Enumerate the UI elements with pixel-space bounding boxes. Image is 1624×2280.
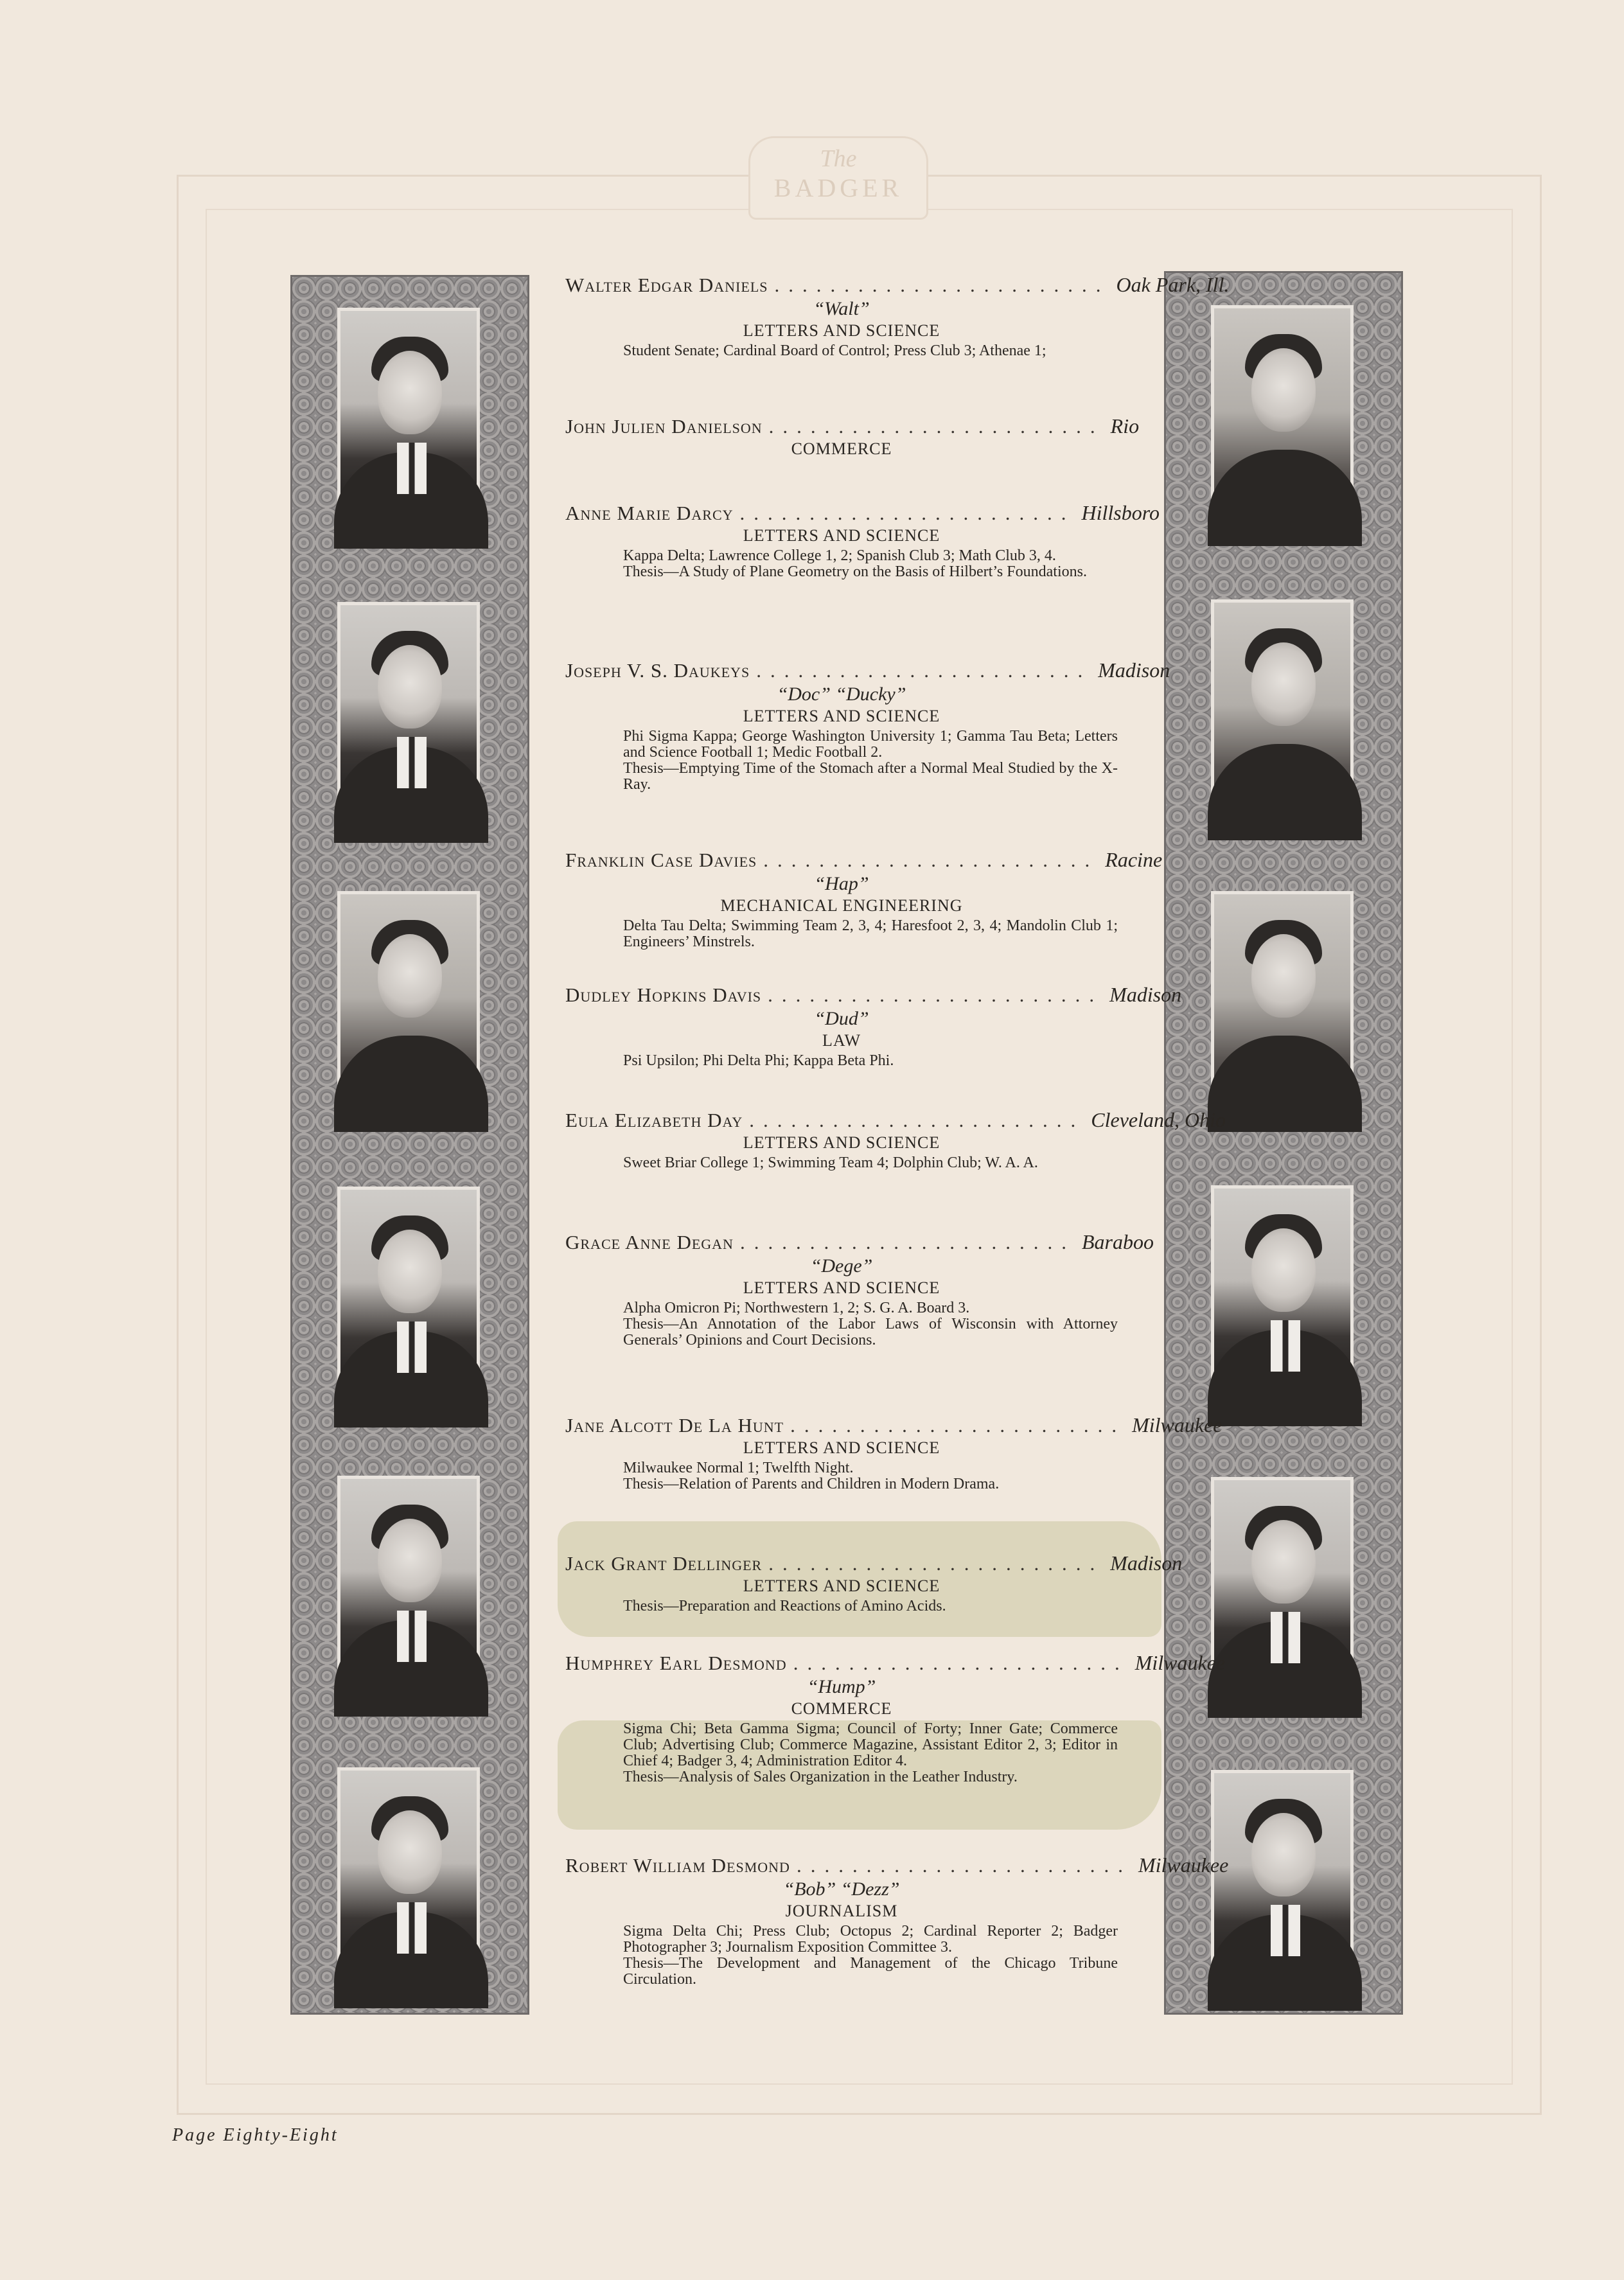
entry-details [623,729,1118,793]
entry-name: Anne Marie Darcy [565,502,734,524]
entry-details [623,1923,1118,1988]
entry-activities: Sigma Chi; Beta Gamma Sigma; Council of Forty; Inner Gate; Commerce Club; Advertising Club; Commerce Magazine, Assistant Editor 2, 3; Editor in Chief 4; Badger 3, 4; Administration Editor 4. [623,1720,1118,1769]
entry-hometown: Milwaukee [1134,1651,1226,1674]
portrait-photo [337,891,480,1103]
entry-details [623,1053,1118,1069]
entry-details [623,343,1118,359]
entry-hometown: Madison [1098,658,1170,682]
entry-thesis: Thesis—A Study of Plane Geometry on the Basis of Hilbert’s Foundations. [623,563,1087,580]
entry-thesis: Thesis—An Annotation of the Labor Laws of Wisconsin with Attorney Generals’ Opinions and Court Decisions. [623,1316,1118,1348]
entry: Franklin Case Davies ........................ Racine “Hap” MECHANICAL ENGINEERING Delta Tau Delta; Swimming Team 2, 3, 4; Haresfoot 2, 3, 4; Mandolin Club 1; Engineers’ Minstrels. [565,848,1163,950]
entry-details [623,1155,1118,1171]
entry: Jane Alcott De La Hunt ........................ Milwaukee LETTERS AND SCIENCE Milwaukee Normal 1; Twelfth Night. Thesis—Relation of Parents and Children in Modern Drama. [565,1413,1222,1492]
entry-thesis: Thesis—The Development and Management of the Chicago Tribune Circulation. [623,1955,1118,1988]
entry-thesis: Thesis—Relation of Parents and Children in Modern Drama. [623,1476,1000,1492]
right-portrait-column [1164,271,1403,2015]
entry-thesis: Thesis—Emptying Time of the Stomach after a Normal Meal Studied by the X-Ray. [623,760,1118,793]
portrait-photo [1211,1770,1354,1982]
entry-hometown: Cleveland, Ohio [1091,1108,1226,1131]
entry-hometown: Milwaukee [1132,1413,1222,1436]
entry-nickname: “Doc” “Ducky” [777,684,906,705]
entry-hometown: Oak Park, Ill. [1116,273,1230,296]
entry: Walter Edgar Daniels ........................ Oak Park, Ill. “Walt” LETTERS AND SCIENCE Student Senate; Cardinal Board of Control; Press Club 3; Athenae 1; [565,273,1230,359]
portrait-photo [1211,1477,1354,1689]
entry-hometown: Rio [1110,414,1140,437]
entry-name: John Julien Danielson [565,415,763,437]
entry-activities: Sweet Briar College 1; Swimming Team 4; Dolphin Club; W. A. A. [623,1154,1038,1171]
entry-activities: Student Senate; Cardinal Board of Control; Press Club 3; Athenae 1; [623,342,1046,359]
entry-nickname: “Hump” [807,1676,876,1697]
entry-activities: Delta Tau Delta; Swimming Team 2, 3, 4; Haresfoot 2, 3, 4; Mandolin Club 1; Engineers’ Minstrels. [623,917,1118,950]
entry-college: LETTERS AND SCIENCE [743,321,940,340]
entry-details [623,918,1118,950]
entry-name: Jack Grant Dellinger [565,1552,763,1575]
entry-hometown: Milwaukee [1138,1853,1229,1877]
entry-activities: Phi Sigma Kappa; George Washington University 1; Gamma Tau Beta; Letters and Science Football 1; Medic Football 2. [623,728,1118,761]
entry-hometown: Baraboo [1081,1230,1154,1253]
portrait-photo [1211,599,1354,811]
portrait-photo [337,308,480,520]
entry-details [623,1598,1118,1614]
entry-activities: Milwaukee Normal 1; Twelfth Night. [623,1460,854,1476]
entry-nickname: “Dege” [810,1255,873,1277]
entry-college: COMMERCE [791,439,892,458]
entry-name: Dudley Hopkins Davis [565,984,762,1006]
crest-script: The [820,145,857,172]
entry-activities: Sigma Delta Chi; Press Club; Octopus 2; Cardinal Reporter 2; Badger Photographer 3; Journalism Exposition Committee 3. [623,1923,1118,1956]
entry: John Julien Danielson ........................ Rio COMMERCE [565,414,1140,458]
portrait-photo [337,1187,480,1399]
page-number-label: Page Eighty-Eight [172,2125,339,2145]
entry: Joseph V. S. Daukeys ........................ Madison “Doc” “Ducky” LETTERS AND SCIENCE Phi Sigma Kappa; George Washington University 1; Gamma Tau Beta; Letters and Science Football 1; Medic Football 2. Thesis—Emptying Time of the Stomach after a Normal Meal Studied by the X-Ray. [565,658,1170,793]
entry-hometown: Madison [1110,1551,1183,1575]
entry-hometown: Hillsboro [1081,501,1160,524]
entry-details [623,1460,1118,1492]
entry-college: LETTERS AND SCIENCE [743,1438,940,1457]
entry-details [623,1300,1118,1348]
portrait-photo [1211,305,1354,517]
entry-name: Jane Alcott De La Hunt [565,1414,784,1436]
entry-college: LETTERS AND SCIENCE [743,1577,940,1595]
portrait-photo [337,1767,480,1979]
entry: Humphrey Earl Desmond ........................ Milwaukee “Hump” COMMERCE Sigma Chi; Beta Gamma Sigma; Council of Forty; Inner Gate; Commerce Club; Advertising Club; Commerce Magazine, Assistant Editor 2, 3; Editor in Chief 4; Badger 3, 4; Administration Editor 4. Thesis—Analysis of Sales Organization in the Leather Industry. [565,1651,1226,1785]
entry-college: LETTERS AND SCIENCE [743,707,940,725]
entry-name: Grace Anne Degan [565,1231,734,1253]
entry-college: LETTERS AND SCIENCE [743,1133,940,1152]
entry: Dudley Hopkins Davis ........................ Madison “Dud” LAW Psi Upsilon; Phi Delta Phi; Kappa Beta Phi. [565,983,1182,1069]
left-portrait-column [290,275,529,2015]
entry-hometown: Madison [1109,983,1182,1006]
entry-college: LETTERS AND SCIENCE [743,526,940,545]
entry-activities: Psi Upsilon; Phi Delta Phi; Kappa Beta Phi. [623,1052,894,1069]
entry-activities: Kappa Delta; Lawrence College 1, 2; Spanish Club 3; Math Club 3, 4. [623,547,1056,564]
entry-hometown: Racine [1105,848,1163,871]
entry-nickname: “Hap” [814,873,869,894]
entry-details [623,548,1118,580]
entry-name: Walter Edgar Daniels [565,274,768,296]
entry-nickname: “Dud” [814,1008,869,1029]
entry-name: Joseph V. S. Daukeys [565,659,750,682]
entry-college: JOURNALISM [785,1902,898,1920]
entry-thesis: Thesis—Analysis of Sales Organization in the Leather Industry. [623,1769,1018,1785]
entry-name: Eula Elizabeth Day [565,1109,743,1131]
entry-name: Humphrey Earl Desmond [565,1652,787,1674]
entry-college: COMMERCE [791,1699,892,1718]
entry-college: LAW [822,1031,861,1050]
portrait-photo [337,1476,480,1688]
entry: Anne Marie Darcy ........................ Hillsboro LETTERS AND SCIENCE Kappa Delta; Lawrence College 1, 2; Spanish Club 3; Math Club 3, 4. Thesis—A Study of Plane Geometry on the Basis of Hilbert’s Foundations. [565,501,1160,580]
entry-thesis: Thesis—Preparation and Reactions of Amino Acids. [623,1598,946,1614]
entry-details [623,1721,1118,1785]
entry: Robert William Desmond ........................ Milwaukee “Bob” “Dezz” JOURNALISM Sigma Delta Chi; Press Club; Octopus 2; Cardinal Reporter 2; Badger Photographer 3; Journalism Exposition Committee 3. Thesis—The Development and Management of the Chicago Tribune Circulation. [565,1853,1229,1988]
entry-college: LETTERS AND SCIENCE [743,1278,940,1297]
crest-title: BADGER [773,173,903,202]
entry-activities: Alpha Omicron Pi; Northwestern 1, 2; S. G. A. Board 3. [623,1300,970,1316]
entry: Grace Anne Degan ........................ Baraboo “Dege” LETTERS AND SCIENCE Alpha Omicron Pi; Northwestern 1, 2; S. G. A. Board 3. Thesis—An Annotation of the Labor Laws of Wisconsin with Attorney Generals’ Opinions and Court Decisions. [565,1230,1154,1348]
entry: Jack Grant Dellinger ........................ Madison LETTERS AND SCIENCE Thesis—Preparation and Reactions of Amino Acids. [565,1551,1183,1614]
portrait-photo [1211,891,1354,1103]
portrait-photo [337,602,480,814]
entry-college: MECHANICAL ENGINEERING [720,896,963,915]
entry-name: Franklin Case Davies [565,849,757,871]
entry-nickname: “Walt” [813,298,870,319]
entry-nickname: “Bob” “Dezz” [783,1878,900,1900]
entry-name: Robert William Desmond [565,1854,790,1877]
entry: Eula Elizabeth Day ........................ Cleveland, Ohio LETTERS AND SCIENCE Sweet Briar College 1; Swimming Team 4; Dolphin Club; W. A. A. [565,1108,1226,1171]
portrait-photo [1211,1185,1354,1397]
badger-crest-logo [748,136,928,220]
